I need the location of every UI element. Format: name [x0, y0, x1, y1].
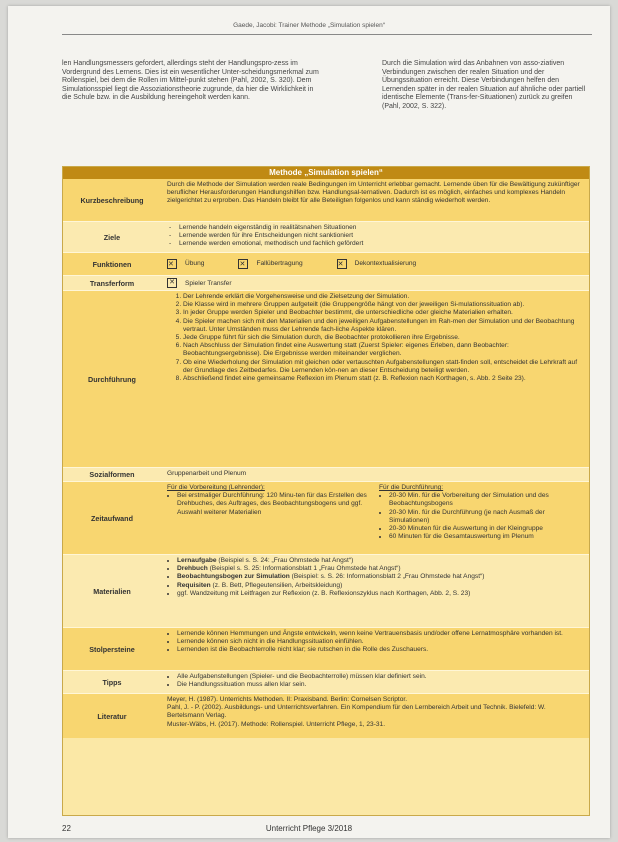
list-item: 4. Die Spieler machen sich mit den Materialien und den jeweiligen Aufgabenstellungen im Rah-men der Simulation und der Beobachtung vertraut. Unter Umständen muss der Lehrende fach-liche Aspekte klären. [183, 318, 581, 334]
funktion-fall: ✕ Fallübertragung [239, 259, 303, 268]
list-ziele [167, 224, 581, 249]
text-sozialformen: Gruppenarbeit und Plenum [167, 470, 247, 477]
label-ziele: Ziele [103, 232, 121, 242]
list-item: • 20-30 Min. für die Vorbereitung der Simulation und des Beobachtungsbogens [389, 492, 581, 508]
list-item: 2. Die Klasse wird in mehrere Gruppen aufgeteilt (die Gruppengröße hängt von der jeweiligen Si-mulationssituation ab). [183, 301, 581, 309]
list-item: - Lernende werden für ihre Entscheidungen nicht sanktioniert [179, 232, 581, 240]
list-item: • Lernende können sich nicht in die Handlungssituation einfühlen. [177, 638, 581, 646]
row-literatur [63, 694, 589, 738]
list-item: • Lernaufgabe (Beispiel s. S. 24: „Frau Ohmstede hat Angst“) [177, 557, 581, 565]
label-kurzbeschreibung: Kurzbeschreibung [80, 195, 144, 205]
zeit-vorbereitung: Für die Vorbereitung (Lehrender): • Bei erstmaliger Durchführung: 120 Minu-ten für das Erstellen des Drehbuches, des Auftrages, des Beobachtungsbogens und ggf. Auswahl weiterer Materialien [167, 484, 369, 552]
list-item: • Requisiten (z. B. Bett, Pflegeutensilien, Arbeitskleidung) [177, 582, 581, 590]
list-item: • 60 Minuten für die Gesamtauswertung im Plenum [389, 533, 581, 541]
list-tipps [167, 673, 581, 689]
label-funktionen: Funktionen [92, 259, 132, 269]
funktion-uebung: ✕ Übung [168, 259, 205, 268]
row-ziele [63, 222, 589, 253]
list-item: • Beobachtungsbogen zur Simulation (Beispiel: s. S. 26: Informationsblatt 2 „Frau Ohmstede hat Angst“) [177, 573, 581, 581]
list-item: 6. Nach Abschluss der Simulation findet eine Auswertung statt (Zuerst Spieler: eigenes Erleben, dann Beobachter: Beobachtungsergebnisse). Die Ergebnisse werden miteinander verglichen. [183, 342, 581, 358]
row-zeitaufwand [63, 482, 589, 555]
label-tipps: Tipps [102, 677, 122, 687]
list-durchfuehrung [167, 293, 581, 383]
running-header: Gaede, Jacobi: Trainer Methode „Simulation spielen“ [233, 22, 385, 29]
row-kurzbeschreibung [63, 179, 589, 222]
label-transferform: Transferform [89, 278, 135, 288]
list-item: - Lernende werden emotional, methodisch und fachlich gefördert [179, 240, 581, 248]
list-item: • Die Handlungssituation muss allen klar sein. [177, 681, 581, 689]
row-materialien [63, 555, 589, 628]
checkbox-checked-icon: ✕ [167, 259, 177, 269]
label-stolpersteine: Stolpersteine [89, 644, 135, 654]
list-item: 8. Abschließend findet eine gemeinsame Reflexion im Plenum statt (z. B. Reflexion nach Korthagen, s. Abb. 2 Seite 23). [183, 375, 581, 383]
checkbox-checked-icon: ✕ [238, 259, 248, 269]
intro-right-column: Durch die Simulation wird das Anbahnen von asso-ziativen Verbindungen zwischen der realen Situation und der Übungssituation erreicht. Diese Verbindungen helfen den Lernenden später in der realen Situation auf ähnliche oder partiell identische Elemente (Trans-fer-Situationen) zurück zu greifen (Pahl, 2002, S. 322). [382, 60, 586, 110]
funktion-dekon: ✕ Dekontextualisierung [337, 259, 417, 268]
checkbox-checked-icon: ✕ [167, 278, 177, 288]
row-tipps [63, 671, 589, 694]
transfer-value: Spieler Transfer [185, 279, 232, 287]
list-item: 5. Jede Gruppe führt für sich die Simulation durch, die Beobachter protokollieren ihre Ergebnisse. [183, 334, 581, 342]
journal-footer: Unterricht Pflege 3/2018 [265, 824, 353, 833]
list-item: • ggf. Wandzeitung mit Leitfragen zur Reflexion (z. B. Reflexionszyklus nach Korthagen, Abb. 2, S. 23) [177, 590, 581, 598]
header-rule [62, 34, 592, 35]
lit-entry: Pahl, J. - P. (2002). Ausbildungs- und Unterrichtsverfahren. Ein Kompendium für den Lernbereich Arbeit und Technik. Bielefeld: W. Bertelsmann Verlag. [167, 704, 546, 720]
list-item: • Bei erstmaliger Durchführung: 120 Minu-ten für das Erstellen des Drehbuches, des Auftrages, des Beobachtungsbogens und ggf. Auswahl weiterer Materialien [177, 492, 369, 517]
list-item: • Drehbuch (Beispiel s. S. 25: Informationsblatt 1 „Frau Ohmstede hat Angst“) [177, 565, 581, 573]
checkbox-checked-icon: ✕ [337, 259, 347, 269]
list-item: • 20-30 Minuten für die Auswertung in der Kleingruppe [389, 525, 581, 533]
list-item: • 20-30 Min. für die Durchführung (je nach Ausmaß der Simulationen) [389, 509, 581, 525]
lit-entry: Meyer, H. (1987). Unterrichts Methoden. II: Praxisband. Berlin: Cornelsen Scriptor. [167, 696, 408, 703]
label-sozialformen: Sozialformen [89, 470, 135, 479]
method-box-title: Methode „Simulation spielen“ [63, 167, 589, 179]
list-item: - Lernende handeln eigenständig in realitätsnahen Situationen [179, 224, 581, 232]
list-item: • Lernende können Hemmungen und Ängste entwickeln, wenn keine Vertrauensbasis und/oder offene Lernatmosphäre vorhanden ist. [177, 630, 581, 638]
row-sozialformen [63, 468, 589, 482]
lit-entry: Muster-Wäbs, H. (2017). Methode: Rollenspiel. Unterricht Pflege, 1, 23-31. [167, 720, 386, 728]
list-item: 3. In jeder Gruppe werden Spieler und Beobachter bestimmt, die unterschiedliche oder gleiche Materialien erhalten. [183, 309, 581, 317]
row-funktionen [63, 253, 589, 276]
list-stolpersteine [167, 630, 581, 655]
list-item: 1. Der Lehrende erklärt die Vorgehensweise und die Zielsetzung der Simulation. [183, 293, 581, 301]
intro-left-column: len Handlungsmessers gefordert, allerdings steht der Handlungspro-zess im Vordergrund des Lernens. Dies ist ein wesentlicher Unter-scheidungsmerkmal zum Rollenspiel, bei dem die Rollen im Mittel-punkt stehen (Pahl, 2002, S. 320). Dem Simulationsspiel liegt die Assoziationstheorie zugrunde, da hier die Wirklichkeit in die Schule bzw. in die Ausbildung hereingeholt werden kann. [62, 60, 319, 102]
page-number: 22 [62, 824, 71, 833]
zeit-durchfuehrung: Für die Durchführung: • 20-30 Min. für die Vorbereitung der Simulation und des Beobachtungsbogens • 20-30 Min. für die Durchführung (je nach Ausmaß der Simulationen) • 20-30 Minuten für die Auswertung in der Kleingruppe • 60 Minuten für die Gesamtauswertung im Plenum [379, 484, 581, 552]
list-item: 7. Ob eine Wiederholung der Simulation mit gleichen oder vertauschten Aufgabenstellungen statt-finden soll, entscheidet die Lehrkraft auf der Grundlage des Zeitbedarfes. Die Lernenden kön-nen an dieser Entscheidung beteiligt werden. [183, 359, 581, 375]
label-zeitaufwand: Zeitaufwand [91, 513, 133, 523]
list-materialien [167, 557, 581, 598]
label-durchfuehrung: Durchführung [88, 374, 136, 384]
row-transferform [63, 276, 589, 291]
row-stolpersteine [63, 628, 589, 671]
row-durchfuehrung [63, 291, 589, 468]
text-kurzbeschreibung: Durch die Methode der Simulation werden reale Bedingungen im Unterricht erlebbar gemacht. Lernende üben für die Bewältigung zukünftiger beruflicher Herausforderungen Handlungshilfen bzw. Handlungsal-ternativen. Dadurch ist es möglich, einfaches und komplexes Handeln zielgerichtet zu erproben. Das Handeln bleibt für alle Beteiligten folgenlos und kann ständig wiederholt werden. [167, 181, 580, 205]
label-materialien: Materialien [93, 586, 131, 596]
document-page [8, 6, 610, 838]
list-item: • Alle Aufgabenstellungen (Spieler- und die Beobachterrolle) müssen klar definiert sein. [177, 673, 581, 681]
list-item: • Lernenden ist die Beobachterrolle nicht klar; sie rutschen in die Rolle des Zuschauers. [177, 646, 581, 654]
method-box [62, 166, 590, 816]
label-literatur: Literatur [97, 711, 127, 721]
